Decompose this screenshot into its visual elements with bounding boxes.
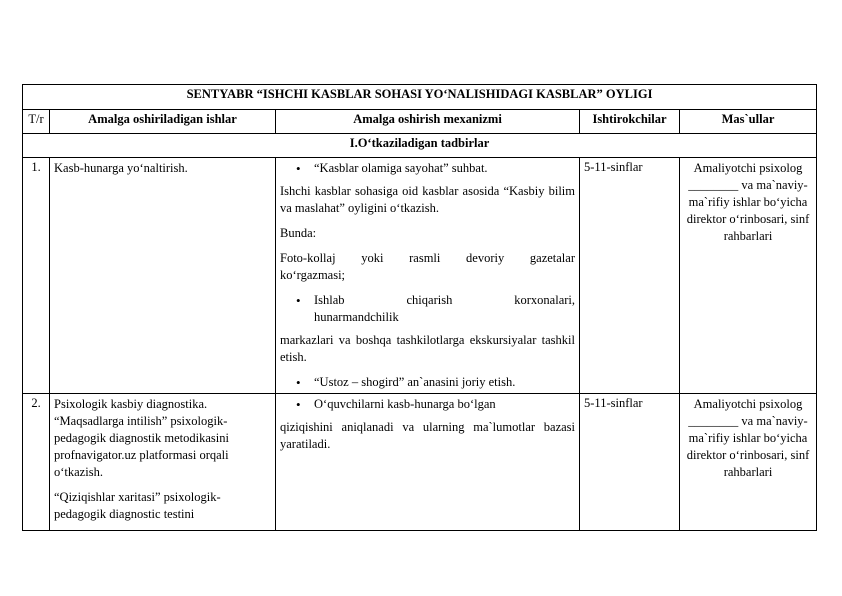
events-plan-table [22,84,817,531]
bullet-item: • “Ustoz – shogird” an`anasini joriy etish. [314,374,575,391]
works-text: Psixologik kasbiy diagnostika. “Maqsadlarga intilish” psixologik-pedagogik diagnostik metodikasini profnavigator.uz platformasi orqali o‘tkazish. [54,397,229,479]
row-number: 1. [23,158,50,394]
mechanism-paragraph: Foto-kollaj yoki rasmli devoriy gazetalar ko‘rgazmasi; [280,251,575,282]
section-heading: I.O‘tkaziladigan tadbirlar [23,134,817,158]
bullet-item: • O‘quvchilarni kasb-hunarga bo‘lgan [314,396,575,413]
bullet-list [280,292,575,326]
mechanism-cell [276,158,580,394]
works-cell [50,394,276,531]
mechanism-cell [276,394,580,531]
bullet-list [280,374,575,391]
table-title: SENTYABR “ISHCHI KASBLAR SOHASI YO‘NALISHIDAGI KASBLAR” OYLIGI [23,85,817,110]
mechanism-paragraph: qiziqishini aniqlanadi va ularning ma`lumotlar bazasi yaratiladi. [280,420,575,451]
bullet-list [280,160,575,177]
works-text: “Qiziqishlar xaritasi” psixologik-pedagogik diagnostic testini [54,490,221,521]
mechanism-paragraph: Bunda: [280,226,317,240]
bullet-list [280,396,575,413]
column-header-mechanism: Amalga oshirish mexanizmi [276,110,580,134]
mechanism-paragraph: Ishchi kasblar sohasiga oid kasblar asosida “Kasbiy bilim va maslahat” oyligini o‘tkazish. [280,184,575,215]
table-row [23,158,817,394]
participants-cell: 5-11-sinflar [580,158,680,394]
table-row [23,394,817,531]
bullet-item: • Ishlab chiqarish korxonalari, hunarmandchilik [314,292,575,326]
responsible-cell: Amaliyotchi psixolog ________ va ma`naviy-ma`rifiy ishlar bo‘yicha direktor o‘rinbosari, sinf rahbarlari [680,394,817,531]
column-header-number: T/r [23,110,50,134]
column-header-participants: Ishtirokchilar [580,110,680,134]
mechanism-paragraph: markazlari va boshqa tashkilotlarga ekskursiyalar tashkil etish. [280,333,575,364]
responsible-cell: Amaliyotchi psixolog ________ va ma`naviy-ma`rifiy ishlar bo‘yicha direktor o‘rinbosari, sinf rahbarlari [680,158,817,394]
works-cell [50,158,276,394]
works-text: Kasb-hunarga yo‘naltirish. [54,161,188,175]
column-header-responsible: Mas`ullar [680,110,817,134]
column-header-works: Amalga oshiriladigan ishlar [50,110,276,134]
participants-cell: 5-11-sinflar [580,394,680,531]
row-number: 2. [23,394,50,531]
bullet-item: • “Kasblar olamiga sayohat” suhbat. [314,160,575,177]
